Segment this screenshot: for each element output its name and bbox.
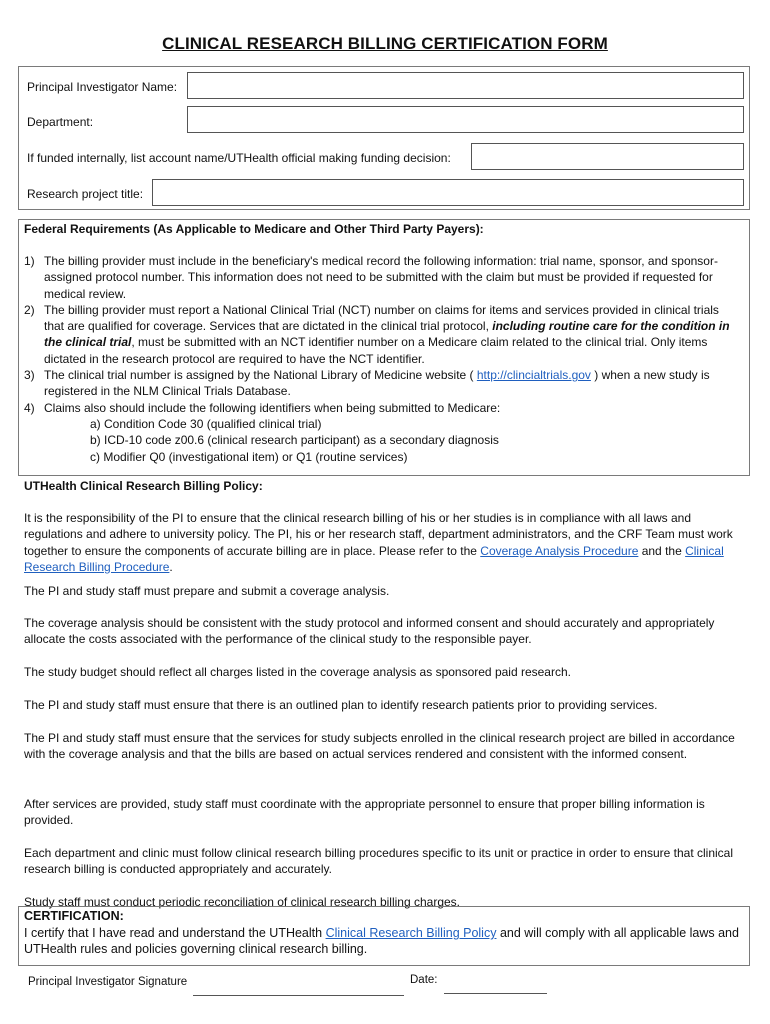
funding-label: If funded internally, list account name/UTHealth official making funding decision: — [27, 151, 451, 165]
paragraph-text: and the — [638, 543, 686, 558]
date-line[interactable] — [444, 993, 547, 994]
billing-procedure-link[interactable]: Clinical Research Billing Procedure — [24, 543, 724, 574]
sub-item-b: b) ICD-10 code z00.6 (clinical research participant) as a secondary diagnosis — [90, 433, 499, 448]
item-text: Claims also should include the following identifiers when being submitted to Medicare: — [44, 400, 501, 415]
clinical-trials-link[interactable]: http://clincialtrials.gov — [476, 368, 591, 383]
policy-paragraph-8: Each department and clinic must follow clinical research billing procedures specific to its unit or practice in order to ensure that clinical research billing is conducted appropriately and accurately. — [24, 846, 734, 877]
policy-paragraph-7: After services are provided, study staff must coordinate with the appropriate personnel to ensure that proper billing information is provided. — [24, 797, 705, 828]
list-item — [24, 400, 740, 465]
item-text: The clinical trial number is assigned by the National Library of Medicine website ( — [44, 368, 477, 383]
paragraph-text: It is the responsibility of the PI to ensure that the clinical research billing of his or her studies is in compliance with all laws and regulations and adhere to university policy. The PI, his or her research staff, department administrators, and the CRF Team must work together to ensure the components of accurate billing are in place. Please refer to the — [24, 511, 733, 558]
department-label: Department: — [27, 115, 94, 129]
policy-paragraph-1 — [24, 510, 746, 575]
item-text: The billing provider must report a National Clinical Trial (NCT) number on claims for items and services provided in clinical trials that are qualified for coverage. Services that are dictated in the clinical trial protocol, — [44, 302, 719, 334]
list-item — [24, 253, 740, 302]
item-text: , must be submitted with an NCT identifier number on a Medicare claim related to the clinical trial. Only items dictated in the research protocol are required to have the NCT identifier. — [44, 335, 708, 366]
pi-signature-line[interactable] — [193, 995, 404, 996]
policy-paragraph-6: The PI and study staff must ensure that the services for study subjects enrolled in the clinical research project are billed in accordance with the coverage analysis and that the bills are based on actual services rendered and consistent with the informed consent. — [24, 731, 735, 762]
item-number: 3) — [24, 368, 35, 383]
department-input[interactable] — [187, 106, 744, 133]
item-number: 4) — [24, 400, 35, 415]
pi-name-label: Principal Investigator Name: — [27, 80, 178, 94]
policy-paragraph-4: The study budget should reflect all charges listed in the coverage analysis as sponsored paid research. — [24, 665, 571, 679]
billing-policy-link[interactable]: Clinical Research Billing Policy — [325, 926, 497, 940]
certification-text-part: and will comply with all applicable laws and UTHealth rules and policies governing clinical research billing. — [24, 926, 739, 957]
policy-paragraph-9: Study staff must conduct periodic reconciliation of clinical research billing charges. — [24, 895, 460, 909]
item-emphasis: including routine care for the condition in the clinical trial — [44, 319, 730, 350]
certification-heading: CERTIFICATION: — [24, 909, 124, 923]
coverage-analysis-link[interactable]: Coverage Analysis Procedure — [480, 543, 639, 558]
item-text: The billing provider must include in the beneficiary's medical record the following information: trial name, sponsor, and sponsor-assigned protocol number. This information does not need to be submitted with the claim but must be provided if requested for medical review. — [44, 254, 718, 301]
certification-text-part: I certify that I have read and understand the UTHealth — [24, 926, 326, 940]
list-item — [24, 302, 740, 367]
page-title: CLINICAL RESEARCH BILLING CERTIFICATION FORM — [162, 34, 608, 53]
sub-item-c: c) Modifier Q0 (investigational item) or Q1 (routine services) — [90, 449, 408, 464]
federal-heading: Federal Requirements (As Applicable to Medicare and Other Third Party Payers): — [24, 222, 484, 236]
sub-item-a: a) Condition Code 30 (qualified clinical trial) — [90, 416, 322, 431]
item-text: ) when a new study is registered in the NLM Clinical Trials Database. — [44, 368, 710, 399]
policy-paragraph-2: The PI and study staff must prepare and submit a coverage analysis. — [24, 584, 390, 598]
item-number: 2) — [24, 302, 35, 317]
pi-name-input[interactable] — [187, 72, 744, 99]
policy-heading: UTHealth Clinical Research Billing Policy: — [24, 479, 263, 493]
federal-list — [24, 253, 740, 465]
paragraph-text: . — [169, 559, 173, 574]
project-title-label: Research project title: — [27, 187, 144, 201]
policy-paragraph-5: The PI and study staff must ensure that there is an outlined plan to identify research patients prior to providing services. — [24, 698, 658, 712]
policy-paragraph-3: The coverage analysis should be consistent with the study protocol and informed consent and should accurately and appropriately allocate the costs associated with the performance of the clinical study to the responsible payer. — [24, 616, 715, 647]
project-title-input[interactable] — [152, 179, 744, 206]
funding-input[interactable] — [471, 143, 744, 170]
date-label: Date: — [410, 974, 438, 986]
certification-text — [24, 925, 744, 958]
item-number: 1) — [24, 254, 35, 268]
pi-signature-label: Principal Investigator Signature — [28, 976, 188, 988]
list-item — [24, 367, 740, 400]
